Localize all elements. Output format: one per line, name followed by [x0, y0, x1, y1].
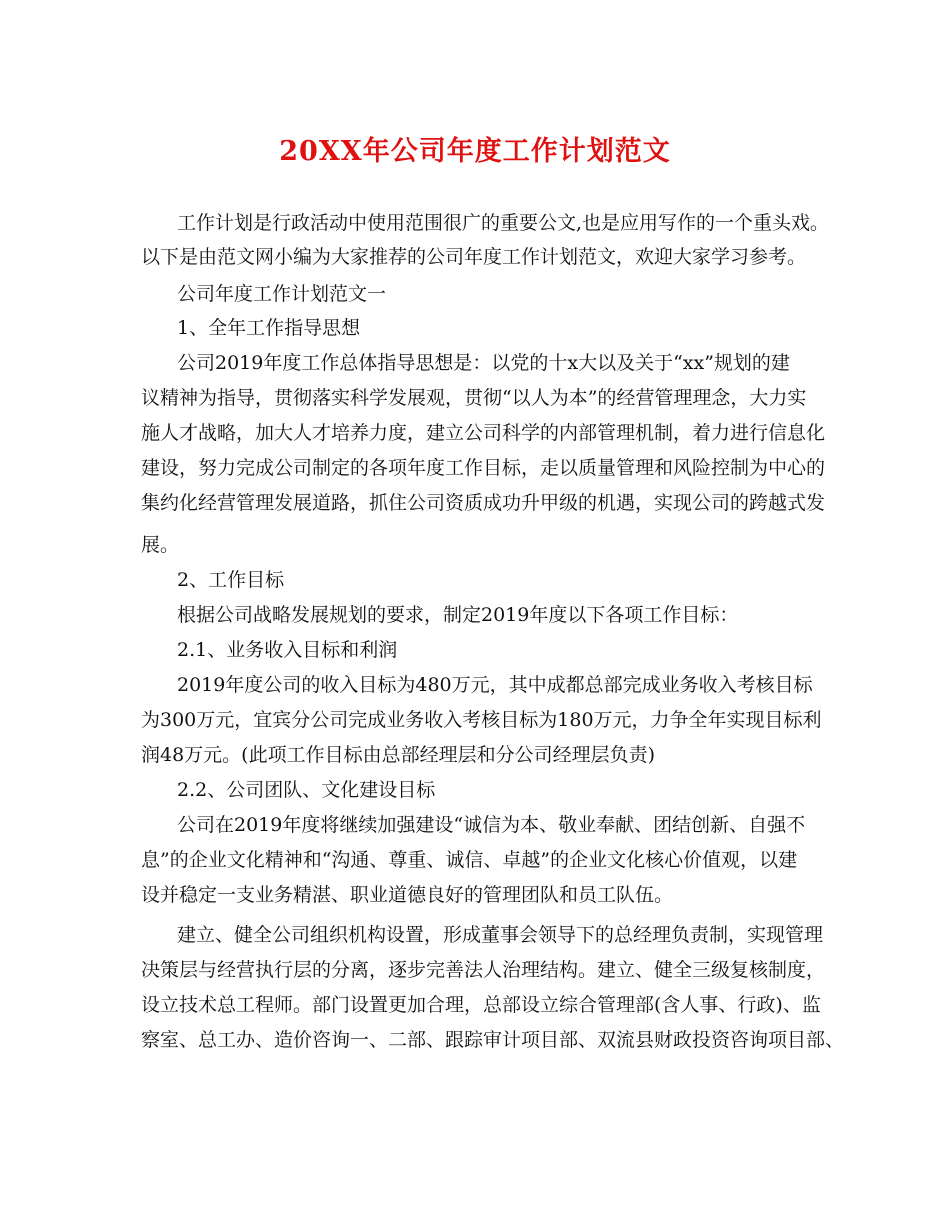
body-line: 1、全年工作指导思想 — [177, 317, 361, 339]
body-line: 公司2019年度工作总体指导思想是：以党的十x大以及关于“xx”规划的建 — [177, 352, 790, 374]
body-line: 设立技术总工程师。部门设置更加合理，总部设立综合管理部(含人事、行政)、监 — [141, 994, 821, 1016]
body-line: 以下是由范文网小编为大家推荐的公司年度工作计划范文，欢迎大家学习参考。 — [141, 246, 807, 268]
body-line: 2、工作目标 — [177, 569, 285, 591]
body-line: 察室、总工办、造价咨询一、二部、跟踪审计项目部、双流县财政投资咨询项目部、 — [141, 1029, 845, 1051]
body-line: 根据公司战略发展规划的要求，制定2019年度以下各项工作目标： — [177, 604, 739, 626]
body-line: 2019年度公司的收入目标为480万元，其中成都总部完成业务收入考核目标 — [177, 674, 813, 696]
body-line: 息”的企业文化精神和“沟通、尊重、诚信、卓越”的企业文化核心价值观，以建 — [141, 849, 798, 871]
body-line: 建设，努力完成公司制定的各项年度工作目标，走以质量管理和风险控制为中心的 — [141, 457, 826, 479]
body-line: 展。 — [141, 534, 180, 556]
body-line: 2.2、公司团队、文化建设目标 — [177, 779, 436, 801]
body-line: 集约化经营管理发展道路，抓住公司资质成功升甲级的机遇，实现公司的跨越式发 — [141, 492, 826, 514]
document-title: 20XX年公司年度工作计划范文 — [279, 136, 671, 167]
body-line: 公司在2019年度将继续加强建设“诚信为本、敬业奉献、团结创新、自强不 — [177, 814, 806, 836]
body-line: 公司年度工作计划范文一 — [177, 283, 387, 305]
body-line: 施人才战略，加大人才培养力度，建立公司科学的内部管理机制，着力进行信息化 — [141, 422, 826, 444]
body-line: 建立、健全公司组织机构设置，形成董事会领导下的总经理负责制，实现管理 — [177, 924, 824, 946]
body-line: 工作计划是行政活动中使用范围很广的重要公文,也是应用写作的一个重头戏。 — [177, 212, 830, 234]
body-line: 2.1、业务收入目标和利润 — [177, 639, 398, 661]
body-line: 决策层与经营执行层的分离，逐步完善法人治理结构。建立、健全三级复核制度， — [141, 959, 826, 981]
body-line: 润48万元。(此项工作目标由总部经理层和分公司经理层负责) — [141, 744, 656, 766]
body-line: 设并稳定一支业务精湛、职业道德良好的管理团队和员工队伍。 — [141, 884, 674, 906]
body-line: 议精神为指导，贯彻落实科学发展观，贯彻“以人为本”的经营管理理念，大力实 — [141, 387, 807, 409]
body-line: 为300万元，宜宾分公司完成业务收入考核目标为180万元，力争全年实现目标利 — [141, 709, 822, 731]
